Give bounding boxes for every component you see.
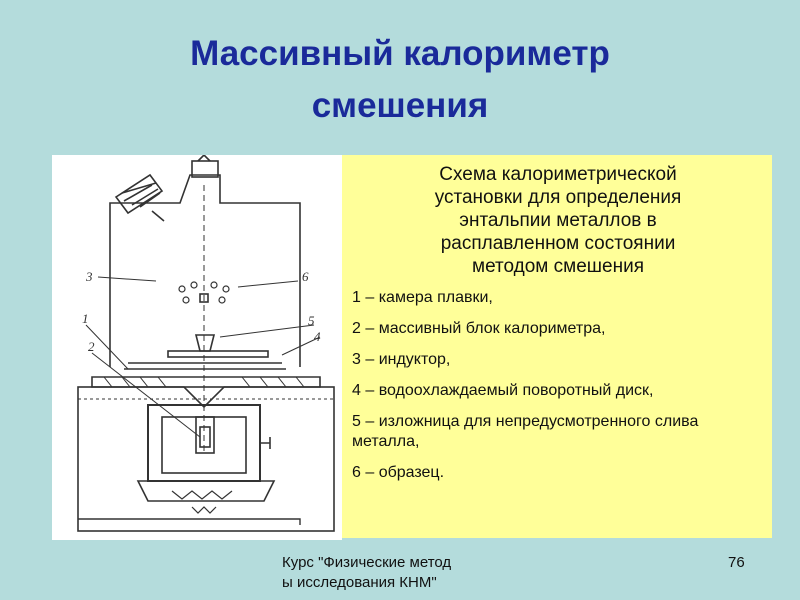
caption-heading-line: установки для определения <box>434 187 682 208</box>
caption-heading-line: методом смешения <box>472 256 644 277</box>
legend-item-sample: 6 – образец. <box>352 464 445 481</box>
slide-title-line2: смешения <box>311 86 489 125</box>
diagram-label-3: 3 <box>86 269 93 284</box>
footer-course-line2: ы исследования КНМ" <box>282 574 437 591</box>
legend-item-mould: 5 – изложница для непредусмотренного слива металла, <box>352 413 699 450</box>
base <box>138 481 274 501</box>
slide-title <box>0 28 800 132</box>
diagram-label-6: 6 <box>302 269 309 284</box>
legend-item-calorimeter-block: 2 – массивный блок калориметра, <box>352 320 606 337</box>
caption-heading <box>352 163 764 278</box>
diagram-label-4: 4 <box>314 329 321 344</box>
legend-item-rotating-disk: 4 – водоохлаждаемый поворотный диск, <box>352 382 654 399</box>
legend-item-inductor: 3 – индуктор, <box>352 351 451 368</box>
page-number: 76 <box>728 554 745 571</box>
diagram-label-1: 1 <box>82 311 89 326</box>
slide-title-line1: Массивный калориметр <box>190 34 610 73</box>
legend-list <box>352 288 764 483</box>
legend-item-melting-chamber: 1 – камера плавки, <box>352 289 493 306</box>
calorimeter-diagram <box>52 155 342 540</box>
top-arrow <box>198 155 210 161</box>
melting-chamber <box>110 175 300 367</box>
calorimeter-schematic <box>52 155 342 540</box>
caption-box <box>342 155 772 538</box>
caption-heading-line: Схема калориметрической <box>439 164 677 185</box>
drain-pipe <box>78 519 300 525</box>
viewing-window <box>116 175 162 213</box>
rotating-disk <box>168 351 268 357</box>
caption-heading-line: расплавленном состоянии <box>440 233 676 254</box>
footer-course <box>282 553 451 593</box>
mould <box>196 335 214 351</box>
diagram-label-2: 2 <box>88 339 95 354</box>
caption-heading-line: энтальпии металлов в <box>459 210 657 231</box>
diagram-label-5: 5 <box>308 313 315 328</box>
footer-course-line1: Курс "Физические метод <box>282 554 452 571</box>
